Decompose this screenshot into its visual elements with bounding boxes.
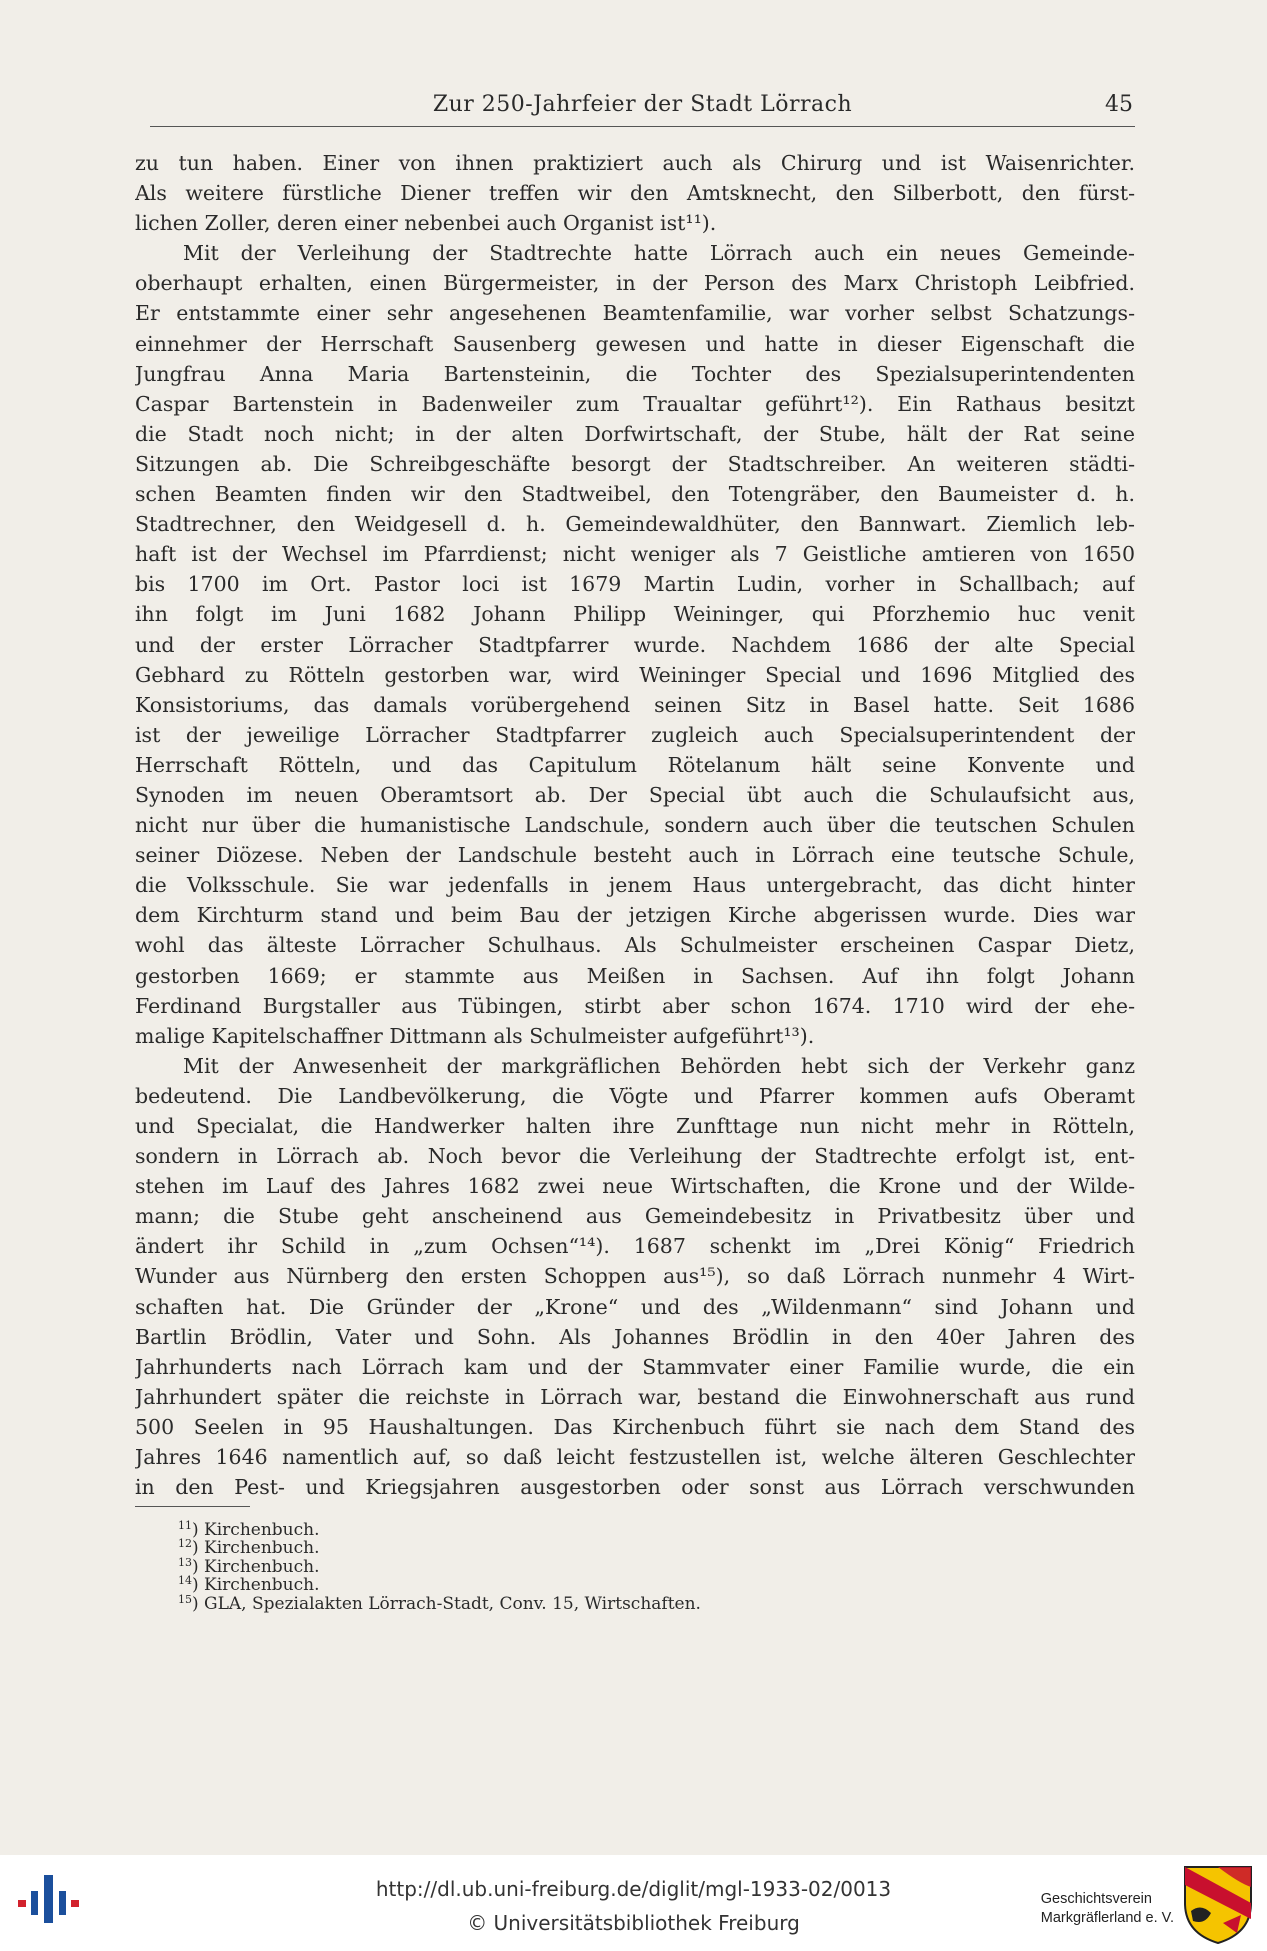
footer-copyright: © Universitätsbibliothek Freiburg xyxy=(467,1911,800,1935)
text-line: Jahrhundert später die reichste in Lörrach war, bestand die Einwohnerschaft aus rund xyxy=(135,1384,1135,1409)
society-name xyxy=(1041,1890,1174,1928)
text-line: Jungfrau Anna Maria Bartensteinin, die Tochter des Spezialsuperintendenten xyxy=(135,361,1135,386)
footnote-text: ) Kirchenbuch. xyxy=(192,1538,320,1559)
text-line: Caspar Bartenstein in Badenweiler zum Traualtar geführt¹²). Ein Rathaus besitzt xyxy=(135,391,1135,416)
footnote-text: ) Kirchenbuch. xyxy=(192,1556,320,1577)
text-line: seiner Diözese. Neben der Landschule besteht auch in Lörrach eine teutsche Schule, xyxy=(135,843,1135,868)
text-line: schen Beamten finden wir den Stadtweibel, den Totengräber, den Baumeister d. h. xyxy=(135,482,1135,507)
page-number: 45 xyxy=(1105,92,1133,117)
footnote xyxy=(178,1517,1078,1540)
text-line: Mit der Anwesenheit der markgräflichen Behörden hebt sich der Verkehr ganz xyxy=(183,1053,1135,1078)
text-line: bedeutend. Die Landbevölkerung, die Vögte und Pfarrer kommen aufs Oberamt xyxy=(135,1083,1135,1108)
text-line: stehen im Lauf des Jahres 1682 zwei neue Wirtschaften, die Krone und der Wilde- xyxy=(135,1174,1135,1199)
text-line: mann; die Stube geht anscheinend aus Gemeindebesitz in Privatbesitz über und xyxy=(135,1204,1135,1229)
text-line: wohl das älteste Lörracher Schulhaus. Als Schulmeister erscheinen Caspar Dietz, xyxy=(135,933,1135,958)
society-name-line: Geschichtsverein xyxy=(1040,1891,1152,1907)
footnote-text: ) Kirchenbuch. xyxy=(192,1575,320,1596)
text-line: zu tun haben. Einer von ihnen praktiziert auch als Chirurg und ist Waisenrichter. xyxy=(135,151,1135,175)
text-line: einnehmer der Herrschaft Sausenberg gewesen und hatte in dieser Eigenschaft die xyxy=(135,331,1135,356)
text-line: Jahrhunderts nach Lörrach kam und der Stammvater einer Familie wurde, die ein xyxy=(135,1354,1135,1379)
footnote-number: 15 xyxy=(178,1592,192,1606)
text-line: ist der jeweilige Lörracher Stadtpfarrer zugleich auch Specialsuperintendent der xyxy=(135,722,1135,747)
text-line: Wunder aus Nürnberg den ersten Schoppen aus¹⁵), so daß Lörrach nunmehr 4 Wirt- xyxy=(135,1264,1135,1289)
text-line: Bartlin Brödlin, Vater und Sohn. Als Johannes Brödlin in den 40er Jahren des xyxy=(135,1324,1135,1349)
footnote xyxy=(178,1591,1078,1614)
footer-bar xyxy=(0,1855,1267,1951)
footnote xyxy=(178,1554,1078,1577)
running-title: Zur 250-Jahrfeier der Stadt Lörrach xyxy=(432,92,853,117)
footnote-text: ) Kirchenbuch. xyxy=(192,1520,320,1540)
text-line: bis 1700 im Ort. Pastor loci ist 1679 Martin Ludin, vorher in Schallbach; auf xyxy=(135,572,1135,597)
footnote-number: 11 xyxy=(178,1519,192,1532)
text-line: in den Pest- und Kriegsjahren ausgestorben oder sonst aus Lörrach verschwunden xyxy=(135,1475,1135,1500)
text-line: Synoden im neuen Oberamtsort ab. Der Special übt auch die Schulaufsicht aus, xyxy=(135,782,1135,807)
text-line: malige Kapitelschaffner Dittmann als Schulmeister aufgeführt¹³). xyxy=(135,1023,815,1048)
text-line: Jahres 1646 namentlich auf, so daß leicht festzustellen ist, welche älteren Geschlechter xyxy=(135,1445,1135,1470)
running-head xyxy=(150,92,1135,127)
society-name-line: Markgräflerland e. V. xyxy=(1040,1910,1174,1926)
text-line: ihn folgt im Juni 1682 Johann Philipp Weininger, qui Pforzhemio huc venit xyxy=(135,602,1135,627)
text-line: dem Kirchturm stand und beim Bau der jetzigen Kirche abgerissen wurde. Dies war xyxy=(135,903,1135,928)
body-text xyxy=(135,148,1135,1502)
text-line: Stadtrechner, den Weidgesell d. h. Gemeindewaldhüter, den Bannwart. Ziemlich leb- xyxy=(135,512,1135,537)
text-line: Gebhard zu Rötteln gestorben war, wird Weininger Special und 1696 Mitglied des xyxy=(135,662,1135,687)
text-line: Als weitere fürstliche Diener treffen wir den Amtsknecht, den Silberbott, den fürst- xyxy=(135,181,1135,206)
text-line: Mit der Verleihung der Stadtrechte hatte Lörrach auch ein neues Gemeinde- xyxy=(183,241,1135,266)
footnote-number: 12 xyxy=(178,1537,192,1551)
footnote xyxy=(178,1535,1078,1559)
text-line: und der erster Lörracher Stadtpfarrer wurde. Nachdem 1686 der alte Special xyxy=(135,632,1135,657)
text-line: haft ist der Wechsel im Pfarrdienst; nicht weniger als 7 Geistliche amtieren von 1650 xyxy=(135,542,1135,567)
text-line: gestorben 1669; er stammte aus Meißen in Sachsen. Auf ihn folgt Johann xyxy=(135,963,1135,988)
text-line: und Specialat, die Handwerker halten ihre Zunfttage nun nicht mehr in Rötteln, xyxy=(135,1114,1135,1138)
footnote-number: 13 xyxy=(178,1555,192,1569)
footer-url-link[interactable]: http://dl.ub.uni-freiburg.de/diglit/mgl-1933-02/0013 xyxy=(375,1877,892,1901)
text-line: nicht nur über die humanistische Landschule, sondern auch über die teutschen Schulen xyxy=(135,813,1135,838)
text-line: Ferdinand Burgstaller aus Tübingen, stirbt aber schon 1674. 1710 wird der ehe- xyxy=(135,993,1135,1018)
text-line: die Volksschule. Sie war jedenfalls in jenem Haus untergebracht, das dicht hinter xyxy=(135,873,1135,898)
text-line: lichen Zoller, deren einer nebenbei auch Organist ist¹¹). xyxy=(135,211,717,236)
footnote-text: ) GLA, Spezialakten Lörrach-Stadt, Conv. 15, Wirtschaften. xyxy=(192,1593,701,1614)
text-line: ändert ihr Schild in „zum Ochsen“¹⁴). 1687 schenkt im „Drei König“ Friedrich xyxy=(135,1234,1135,1259)
text-line: Er entstammte einer sehr angesehenen Beamtenfamilie, war vorher selbst Schatzungs- xyxy=(135,301,1135,326)
text-line: sondern in Lörrach ab. Noch bevor die Verleihung der Stadtrechte erfolgt ist, ent- xyxy=(135,1144,1135,1169)
coat-of-arms-icon xyxy=(1181,1863,1255,1945)
text-line: Konsistoriums, das damals vorübergehend seinen Sitz in Basel hatte. Seit 1686 xyxy=(135,692,1135,717)
text-line: schaften hat. Die Gründer der „Krone“ und des „Wildenmann“ sind Johann und xyxy=(135,1294,1135,1319)
text-line: oberhaupt erhalten, einen Bürgermeister, in der Person des Marx Christoph Leibfried. xyxy=(135,271,1135,296)
text-line: Herrschaft Rötteln, und das Capitulum Rötelanum hält seine Konvente und xyxy=(135,752,1135,777)
footnote-number: 14 xyxy=(178,1574,192,1588)
footnote xyxy=(178,1572,1078,1596)
text-line: die Stadt noch nicht; in der alten Dorfwirtschaft, der Stube, hält der Rat seine xyxy=(135,421,1135,446)
footnote-divider xyxy=(135,1506,250,1507)
text-line: 500 Seelen in 95 Haushaltungen. Das Kirchenbuch führt sie nach dem Stand des xyxy=(135,1414,1135,1439)
text-line: Sitzungen ab. Die Schreibgeschäfte besorgt der Stadtschreiber. An weiteren städti- xyxy=(135,451,1135,476)
footnotes xyxy=(178,1517,1078,1614)
